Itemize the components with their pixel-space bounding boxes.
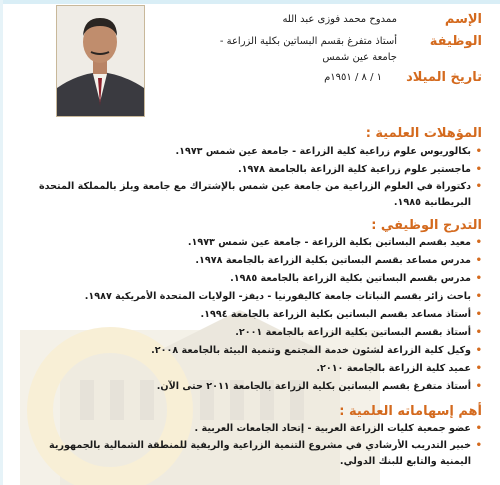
bullet-icon: • (475, 363, 482, 374)
bullet-icon: • (475, 309, 482, 320)
job-label: الوظيفة (429, 34, 482, 49)
birth-label: تاريخ الميلاد (406, 70, 482, 85)
career-item: • معيد بقسم البساتين بكلية الزراعة - جامعة عين شمس ١٩٧٣. (22, 234, 482, 252)
career-item: • أستاذ متفرغ بقسم البساتين بكلية الزراعة بالجامعة ٢٠١١ حتى الآن. (22, 378, 482, 396)
bullet-icon: • (475, 423, 482, 434)
left-border (0, 0, 3, 485)
bullet-icon: • (475, 164, 482, 175)
career-section (22, 218, 482, 396)
job-value-line1: أستاذ متفرغ بقسم البساتين بكلية الزراعة - (219, 36, 397, 47)
qualification-item: • ماجستير علوم زراعية كلية الزراعة بالجامعة ١٩٧٨. (22, 161, 482, 179)
bullet-icon: • (475, 440, 482, 451)
career-item: • عميد كلية الزراعة بالجامعة ٢٠١٠. (22, 360, 482, 378)
career-item: • وكيل كلية الزراعة لشئون خدمة المجتمع وتنمية البيئة بالجامعة ٢٠٠٨. (22, 342, 482, 360)
job-row (152, 34, 482, 70)
contributions-title: أهم إسهاماته العلمية : (339, 404, 482, 419)
bullet-icon: • (475, 181, 482, 192)
bullet-icon: • (475, 273, 482, 284)
name-label: الإسم (444, 12, 482, 27)
contribution-item: • خبير التدريب الأرشادي في مشروع التنمية الزراعية والريفية للمنطقة الشمالية بالجمهورية اليمنية والتابع للبنك الدولي. (49, 440, 482, 467)
bullet-icon: • (475, 237, 482, 248)
birth-value: ١ / ٨ / ١٩٥١م (324, 72, 382, 83)
bullet-icon: • (475, 291, 482, 302)
bullet-icon: • (475, 146, 482, 157)
bullet-icon: • (475, 381, 482, 392)
career-item: • مدرس مساعد بقسم البساتين بكلية الزراعة بالجامعة ١٩٧٨. (22, 252, 482, 270)
career-item: • مدرس بقسم البساتين بكلية الزراعة بالجامعة ١٩٨٥. (22, 270, 482, 288)
name-value: ممدوح محمد فوزى عبد الله (282, 14, 397, 25)
birth-row (152, 70, 482, 92)
contributions-section (22, 404, 482, 470)
career-item: • أستاذ بقسم البساتين بكلية الزراعة بالجامعة ٢٠٠١. (22, 324, 482, 342)
bullet-icon: • (475, 345, 482, 356)
job-value-line2: جامعة عين شمس (322, 52, 397, 63)
bullet-icon: • (475, 327, 482, 338)
profile-info (152, 12, 482, 92)
career-item: • باحث زائر بقسم النباتات جامعة كاليفورنيا - ديفز- الولايات المتحدة الأمريكية ١٩٨٧. (22, 288, 482, 306)
profile-photo (56, 5, 145, 117)
top-border (0, 0, 500, 4)
bullet-icon: • (475, 255, 482, 266)
qualifications-title: المؤهلات العلمية : (365, 126, 482, 141)
qualifications-section (22, 126, 482, 211)
qualification-item: • بكالوريوس علوم زراعية كلية الزراعة - جامعة عين شمس ١٩٧٣. (22, 143, 482, 161)
career-title: التدرج الوظيفي : (371, 218, 482, 233)
qualification-item: • دكتوراة في العلوم الزراعية من جامعة عين شمس بالإشتراك مع جامعة ويلز بالمملكة المتحدة البريطانية ١٩٨٥. (38, 181, 482, 208)
contribution-item: • عضو جمعية كليات الزراعة العربية - إتحاد الجامعات العربية . (22, 420, 482, 438)
name-row (152, 12, 482, 34)
career-item: • أستاذ مساعد بقسم البساتين بكلية الزراعة بالجامعة ١٩٩٤. (22, 306, 482, 324)
